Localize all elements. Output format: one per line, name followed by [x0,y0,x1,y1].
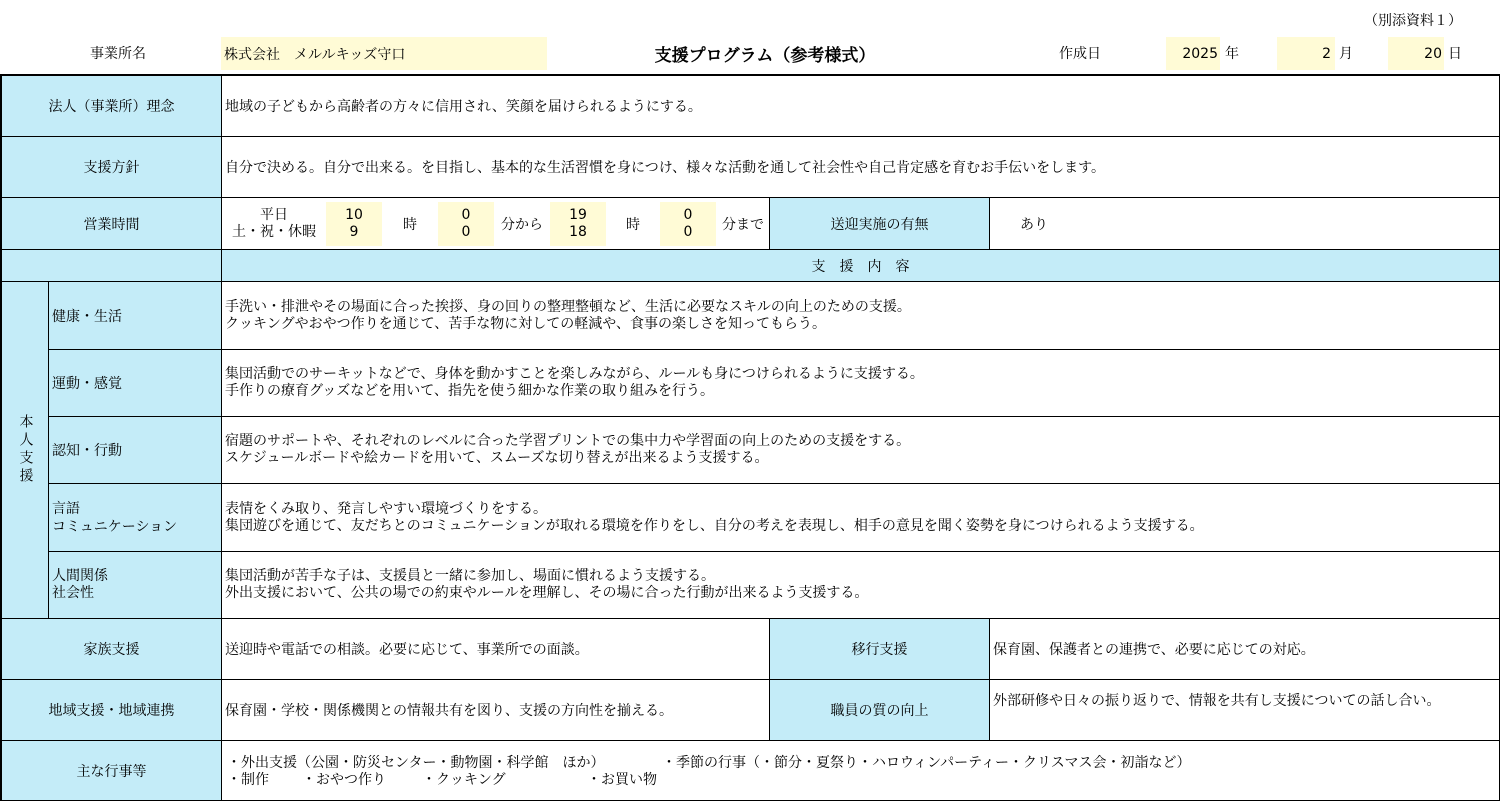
category-language-communication: 言語 コミュニケーション [49,484,222,552]
day-type-weekday: 平日 [260,207,288,223]
day-field[interactable] [1388,37,1444,70]
office-name-field[interactable]: 株式会社 メルルキッズ守口 [221,37,547,70]
category-motor-sensory: 運動・感覚 [49,350,222,417]
transition-support-text[interactable]: 保育園、保護者との連携で、必要に応じての対応。 [990,619,1500,680]
end-hour-weekday: 19 [569,207,587,223]
end-hour-holiday: 18 [569,224,587,240]
events-content[interactable] [222,741,1500,801]
day-types [222,202,326,246]
content-cognition-behavior[interactable] [222,417,1500,484]
start-hour-holiday: 9 [349,224,359,240]
end-minute-field[interactable] [660,202,716,246]
event-item: ・おやつ作り [302,772,386,788]
day-unit: 日 [1448,46,1462,62]
created-date-label: 作成日 [1059,46,1101,62]
content-line: クッキングやおやつ作りを通じて、苦手な物に対しての軽減や、食事の楽しさを知ってもらう。 [225,315,827,332]
event-item: ・外出支援（公園・防災センター・動物園・科学館 ほか） [227,755,605,771]
support-content-corner [2,250,222,282]
event-item: ・季節の行事（・節分・夏祭り・ハロウィンパーティー・クリスマス会・初詣など） [662,755,1191,771]
philosophy-text[interactable]: 地域の子どもから高齢者の方々に信用され、笑顔を届けられるようにする。 [222,76,1500,137]
end-minute-holiday: 0 [683,224,693,240]
staff-quality-text[interactable]: 外部研修や日々の振り返りで、情報を共有し支援についての話し合い。 [990,680,1500,741]
content-line: 外出支援において、公共の場での約束やルールを理解し、その場に合った行動が出来るよう支援する。 [225,585,869,601]
support-program-table [0,74,1500,801]
content-line: 集団活動が苦手な子は、支援員と一緒に参加し、場面に慣れるよう支援する。 [225,568,715,584]
hours-cell [222,198,770,250]
category-relationships-social: 人間関係 社会性 [49,552,222,619]
content-line: 手作りの療育グッズなどを用いて、指先を使う細かな作業の取り組みを行う。 [225,383,715,399]
year-field[interactable] [1166,37,1220,70]
event-item: ・制作 [227,772,269,788]
start-minute-field[interactable] [438,202,494,246]
hours-label: 営業時間 [2,198,222,250]
from-label: 分から [501,217,543,233]
family-support-label: 家族支援 [2,619,222,680]
community-support-text[interactable]: 保育園・学校・関係機関との情報共有を図り、支援の方向性を揃える。 [222,680,770,741]
month-field[interactable] [1277,37,1335,70]
support-content-header: 支 援 内 容 [222,250,1500,282]
transport-value[interactable]: あり [990,198,1500,250]
event-item: ・お買い物 [587,772,657,788]
until-label: 分まで [722,217,764,233]
policy-text[interactable]: 自分で決める。自分で出来る。を目指し、基本的な生活習慣を身につけ、様々な活動を通して社会性や自己肯定感を育むお手伝いをします。 [222,137,1500,198]
events-label: 主な行事等 [2,741,222,801]
transport-label: 送迎実施の有無 [770,198,990,250]
start-hour-field[interactable] [326,202,382,246]
event-item: ・クッキング [422,772,506,788]
content-line: 表情をくみ取り、発言しやすい環境づくりをする。 [225,500,547,517]
start-minute-weekday: 0 [461,207,471,223]
personal-support-label [2,282,49,619]
day-type-holiday: 土・祝・休暇 [232,224,316,240]
content-relationships-social[interactable] [222,552,1500,619]
category-health-life: 健康・生活 [49,282,222,350]
content-motor-sensory[interactable] [222,350,1500,417]
content-language-communication[interactable] [222,484,1500,552]
end-minute-weekday: 0 [683,207,693,223]
attachment-label: （別添資料１） [1364,13,1462,29]
content-health-life[interactable] [222,282,1500,350]
category-cognition-behavior: 認知・行動 [49,417,222,484]
year-unit: 年 [1225,46,1239,62]
content-line: 手洗い・排泄やその場面に合った挨拶、身の回りの整理整頓など、生活に必要なスキルの向上のための支援。 [225,298,911,315]
transition-support-label: 移行支援 [770,619,990,680]
page-title: 支援プログラム（参考様式） [654,45,876,66]
policy-label: 支援方針 [2,137,222,198]
community-support-label: 地域支援・地域連携 [2,680,222,741]
content-line: 集団遊びを通じて、友だちとのコミュニケーションが取れる環境を作りをし、自分の考えを表現し、相手の意見を聞く姿勢を身につけられるよう支援する。 [225,517,1204,534]
month-unit: 月 [1339,46,1353,62]
start-hour-unit: 時 [403,217,417,233]
staff-quality-label: 職員の質の向上 [770,680,990,741]
family-support-text[interactable]: 送迎時や電話での相談。必要に応じて、事業所での面談。 [222,619,770,680]
end-hour-unit: 時 [626,217,640,233]
philosophy-label: 法人（事業所）理念 [2,76,222,137]
day-value: 20 [1424,45,1442,62]
start-hour-weekday: 10 [345,207,363,223]
personal-support-text: 本人支援 [17,414,34,486]
month-value: 2 [1322,45,1331,62]
year-value: 2025 [1182,45,1218,62]
content-line: 集団活動でのサーキットなどで、身体を動かすことを楽しみながら、ルールも身につけられるように支援する。 [225,366,924,382]
end-hour-field[interactable] [550,202,606,246]
content-line: スケジュールボードや絵カードを用いて、スムーズな切り替えが出来るよう支援する。 [225,450,769,466]
office-label: 事業所名 [90,46,146,62]
content-line: 宿題のサポートや、それぞれのレベルに合った学習プリントでの集中力や学習面の向上のための支援をする。 [225,433,911,449]
start-minute-holiday: 0 [461,224,471,240]
